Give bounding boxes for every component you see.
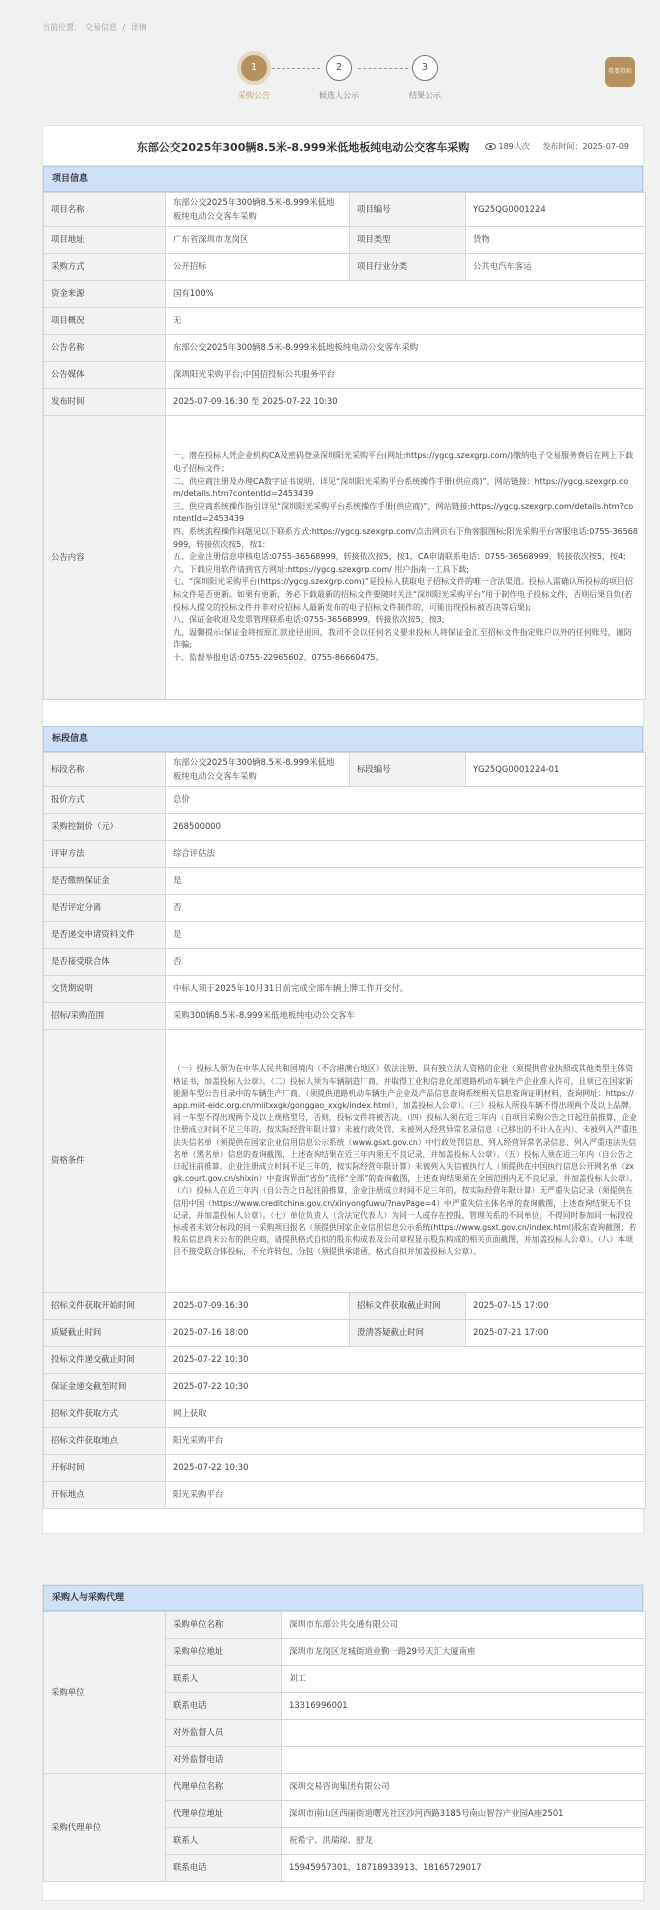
publish-period: 2025-07-09 16:30 至 2025-07-22 10:30 <box>166 389 646 416</box>
field-label: 招标文件获取开始时间 <box>44 1293 166 1320</box>
notice-name: 东部公交2025年300辆8.5米-8.999米低地板纯电动公交客车采购 <box>166 335 646 362</box>
step-results[interactable] <box>395 55 455 101</box>
project-name: 东部公交2025年300辆8.5米-8.999米低地板纯电动公交客车采购 <box>166 193 350 227</box>
notice-title-bar <box>43 126 643 166</box>
notice-meta <box>485 141 629 152</box>
doc-get-method: 网上获取 <box>166 1401 646 1428</box>
field-label: 公告媒体 <box>44 362 166 389</box>
control-price: 268500000 <box>166 814 646 841</box>
evaluation-separated: 否 <box>166 895 646 922</box>
field-label: 公告名称 <box>44 335 166 362</box>
field-label: 联系电话 <box>166 1855 282 1882</box>
field-label: 项目地址 <box>44 227 166 254</box>
notice-content: 一、潜在投标人凭企业机构CA及密码登录深圳阳光采购平台(网址:https://ygcg.szexgrp.com/)缴纳电子交易服务费后在网上下载电子招标文件； 二、供应商注册及办理CA数字证书说明，详见“深圳阳光采购平台系统操作手册(供应商)”，网站链接：https://ygcg.szexgrp.com/details.htm?contentId=2453439 三、供应商系统操作指引详见“深圳阳光采购平台系统操作手册(供应商)”，网站链接:https://ygcg.szexgrp.com/details.htm?contentId=2453439 四、系统流程操作问题见以下联系方式:https://ygcg.szexgrp.com/点击网页右下角客服图标;阳光采购平台客服电话:0755-36568999，转接依次按5，按1: 五、企业注册信息审核电话:0755-36568999，转接依次按5，按1，CA申请联系电话：0755-36568999，转接依次按5，按4; 六、下载应用软件请到官方网址:https://ygcg.szexgrp.com/ 用户指南一工具下载; 七、“深圳阳光采购平台(https://ygcg.szexgrp.com)”是投标人获取电子招标文件的唯一合法渠道。投标人需确认所投标的项目招标文件是否更新。如果有更新，务必下载最新的招标文件要随时关注“深圳阳光采购平台”用于制作电子投标文件，否则后果自负(若投标人提交的投标文件并非对应招标人最新发布的电子招标文件制作的，可能出现投标被否决等后果); 八、保证金收退及发票管理联系电话:0755-36568999，转接依次按5，按3; 九、温馨提示:保证金将按原汇款途径退回，我司不会以任何名义要求投标人将保证金汇至招标文件指定账户以外的任何账号，谨防诈骗; 十、监督举报电话:0755-22965602、0755-86660475。 <box>166 416 646 700</box>
section-info-table <box>43 752 646 1509</box>
buyer-phone: 13316996001 <box>282 1693 646 1720</box>
field-label: 澄清答疑截止时间 <box>350 1320 466 1347</box>
field-label: 采购单位名称 <box>166 1612 282 1639</box>
agency-card <box>42 1584 644 1901</box>
qualification-conditions: （一）投标人须为在中华人民共和国境内（不含港澳台地区）依法注册、具有独立法人资格的企业（须提供营业执照或其他类型主体资格证书，加盖投标人公章）。（二）投标人须为车辆制造厂商，并取得工业和信息化部道路机动车辆生产企业准入许可，且须已在国家新能源车型公告目录中的车辆生产厂商。（须提供道路机动车辆生产企业及产品信息查询系统相关信息查询证明材料，查询网址：https://app.miit-eidc.org.cn/miitxxgk/gonggao_xxgk/index.html），加盖投标人公章）。（三）投标人所投车辆不得出现两个及以上品牌，同一车型不得出现两个及以上规格型号，否则，投标文件将被否决。（四）投标人须在近三年内（自项目采购公告之日起往前推算，企业注册成立时间不足三年的，按实际经营年限计算）未被行政处罚、未被列入经营异常名录信息（已移出的不计入在内）、未被列入严重违法失信名单（须提供在国家企业信用信息公示系统（www.gsxt.gov.cn）中行政处罚信息、列入经营异常名录信息、列入严重违法失信名单（黑名单）信息的查询截图，上述查询结果在近三年内须无不良记录，并加盖投标人公章）。（五）投标人须在近三年内（自公告之日起往前推算，企业注册成立时间不足三年的，按实际经营年限计算）未被列入失信被执行人（须提供在中国执行信息公开网名单（zxgk.court.gov.cn/shixin）中查询界面“省份”选择“全部”的查询截图，上述查询结果须在全国范围内无不良记录，并加盖投标人公章）。（六）投标人在近三年内（自公告之日起往前推算，企业注册成立时间不足三年的，按实际经营年限计算）无严重失信记录（须提供在信用中国（https://www.creditchina.gov.cn/xinyongfuwu/?navPage=4）中严重失信主体名单的查询截图，上述查询结果无不良记录，并加盖投标人公章）。（七）单位负责人（含法定代表人）为同一人或存在控股、管理关系的不同单位，不得同时参加同一标段投标或者未划分标段的同一采购项目报名（须提供国家企业信用信息公示系统(https://www.gsxt.gov.cn/index.html)股东查询截图；若股东信息尚未公布的供应商，请提供格式自拟的股东构成表及公司章程显示股东构成的相关页面截图，并加盖投标人公章）。（八）本项目不接受联合体投标，不允许转包、分包（须提供承诺函，格式自拟并加盖投标人公章）。 <box>166 1030 646 1293</box>
supervisor-person <box>282 1720 646 1747</box>
deposit-required: 是 <box>166 868 646 895</box>
field-label: 资格条件 <box>44 1030 166 1293</box>
agent-phone: 15945957301、18718933913、18165729017 <box>282 1855 646 1882</box>
notice-card <box>42 125 644 1534</box>
publish-date: 2025-07-09 <box>582 142 629 151</box>
procurement-scope: 采购300辆8.5米-8.999米低地板纯电动公交客车 <box>166 1003 646 1030</box>
field-label: 采购方式 <box>44 254 166 281</box>
field-label: 发布时间 <box>44 389 166 416</box>
step-candidates[interactable] <box>309 55 369 101</box>
doc-end-time: 2025-07-15 17:00 <box>466 1293 646 1320</box>
field-label: 是否缴纳保证金 <box>44 868 166 895</box>
agency-heading: 采购人与采购代理 <box>43 1585 643 1611</box>
project-overview: 无 <box>166 308 646 335</box>
field-label: 是否评定分离 <box>44 895 166 922</box>
procurement-method: 公开招标 <box>166 254 350 281</box>
quote-method: 总价 <box>166 787 646 814</box>
field-label: 代理单位名称 <box>166 1774 282 1801</box>
agency-table <box>43 1611 646 1882</box>
doc-get-place: 阳光采购平台 <box>166 1428 646 1455</box>
eye-icon <box>485 143 496 150</box>
field-label: 资金来源 <box>44 281 166 308</box>
field-label: 代理单位地址 <box>166 1801 282 1828</box>
project-code: YG25QG0001224 <box>466 193 646 227</box>
bid-button[interactable]: 我要投标 <box>605 57 635 87</box>
step-label: 候选人公示 <box>319 91 359 100</box>
agent-group-label: 采购代理单位 <box>44 1774 166 1882</box>
funding-source: 国有100% <box>166 281 646 308</box>
field-label: 评审方法 <box>44 841 166 868</box>
submit-documents: 是 <box>166 922 646 949</box>
query-deadline: 2025-07-16 18:00 <box>166 1320 350 1347</box>
buyer-name: 深圳市东部公共交通有限公司 <box>282 1612 646 1639</box>
field-label: 对外监督人员 <box>166 1720 282 1747</box>
bid-open-time: 2025-07-22 10:30 <box>166 1455 646 1482</box>
field-label: 对外监督电话 <box>166 1747 282 1774</box>
field-label: 项目行业分类 <box>350 254 466 281</box>
evaluation-method: 综合评估法 <box>166 841 646 868</box>
deposit-deadline: 2025-07-22 10:30 <box>166 1374 646 1401</box>
breadcrumb-prefix: 当前位置： <box>42 23 82 32</box>
field-label: 项目名称 <box>44 193 166 227</box>
field-label: 是否接受联合体 <box>44 949 166 976</box>
progress-steps <box>230 55 460 105</box>
project-industry: 公共电汽车客运 <box>466 254 646 281</box>
notice-media: 深圳阳光采购平台;中国招投标公共服务平台 <box>166 362 646 389</box>
supervisor-phone <box>282 1747 646 1774</box>
step-label: 结果公示 <box>409 91 441 100</box>
breadcrumb-link-trade-info[interactable]: 交易信息 <box>85 23 117 32</box>
publish-label: 发布时间： <box>542 142 583 151</box>
field-label: 项目类型 <box>350 227 466 254</box>
field-label: 是否递交申请资料文件 <box>44 922 166 949</box>
bid-submit-deadline: 2025-07-22 10:30 <box>166 1347 646 1374</box>
field-label: 交货期说明 <box>44 976 166 1003</box>
section-name: 东部公交2025年300辆8.5米-8.999米低地板纯电动公交客车采购 <box>166 753 350 787</box>
step-number: 1 <box>241 55 267 81</box>
section-info-heading: 标段信息 <box>43 726 643 752</box>
field-label: 招标文件获取地点 <box>44 1428 166 1455</box>
clarify-deadline: 2025-07-21 17:00 <box>466 1320 646 1347</box>
project-address: 广东省深圳市龙岗区 <box>166 227 350 254</box>
delivery-description: 中标人须于2025年10月31日前完成全部车辆上牌工作并交付。 <box>166 976 646 1003</box>
agent-contact: 祝希宁、洪瑞琼、舒龙 <box>282 1828 646 1855</box>
doc-start-time: 2025-07-09 16:30 <box>166 1293 350 1320</box>
project-info-heading: 项目信息 <box>43 166 643 192</box>
notice-title: 东部公交2025年300辆8.5米-8.999米低地板纯电动公交客车采购 <box>136 141 470 154</box>
field-label: 采购单位地址 <box>166 1639 282 1666</box>
field-label: 联系电话 <box>166 1693 282 1720</box>
bid-open-place: 阳光采购平台 <box>166 1482 646 1509</box>
field-label: 标段名称 <box>44 753 166 787</box>
field-label: 项目编号 <box>350 193 466 227</box>
step-number: 3 <box>412 55 438 81</box>
step-label: 采购公告 <box>238 91 270 100</box>
view-count: 189人次 <box>498 142 530 151</box>
field-label: 投标文件递交截止时间 <box>44 1347 166 1374</box>
field-label: 招标/采购范围 <box>44 1003 166 1030</box>
field-label: 采购控制价（元） <box>44 814 166 841</box>
field-label: 联系人 <box>166 1666 282 1693</box>
field-label: 公告内容 <box>44 416 166 700</box>
project-info-table <box>43 192 646 700</box>
agent-address: 深圳市南山区西丽街道曙光社区沙河西路3185号南山智谷产业园A座2501 <box>282 1801 646 1828</box>
field-label: 联系人 <box>166 1828 282 1855</box>
agent-name: 深圳交易咨询集团有限公司 <box>282 1774 646 1801</box>
field-label: 招标文件获取方式 <box>44 1401 166 1428</box>
buyer-contact: 刘工 <box>282 1666 646 1693</box>
project-type: 货物 <box>466 227 646 254</box>
field-label: 报价方式 <box>44 787 166 814</box>
field-label: 项目概况 <box>44 308 166 335</box>
buyer-address: 深圳市龙岗区龙城街道业勤一路29号天汇大厦南座 <box>282 1639 646 1666</box>
field-label: 标段编号 <box>350 753 466 787</box>
field-label: 开标时间 <box>44 1455 166 1482</box>
step-number: 2 <box>326 55 352 81</box>
consortium-accepted: 否 <box>166 949 646 976</box>
field-label: 保证金递交截至时间 <box>44 1374 166 1401</box>
buyer-group-label: 采购单位 <box>44 1612 166 1774</box>
section-code: YG25QG0001224-01 <box>466 753 646 787</box>
breadcrumb-separator: / <box>120 23 128 32</box>
breadcrumb <box>42 22 150 33</box>
breadcrumb-current: 详情 <box>130 23 147 32</box>
step-announcement[interactable] <box>224 55 284 101</box>
field-label: 开标地点 <box>44 1482 166 1509</box>
field-label: 招标文件获取截止时间 <box>350 1293 466 1320</box>
field-label: 质疑截止时间 <box>44 1320 166 1347</box>
